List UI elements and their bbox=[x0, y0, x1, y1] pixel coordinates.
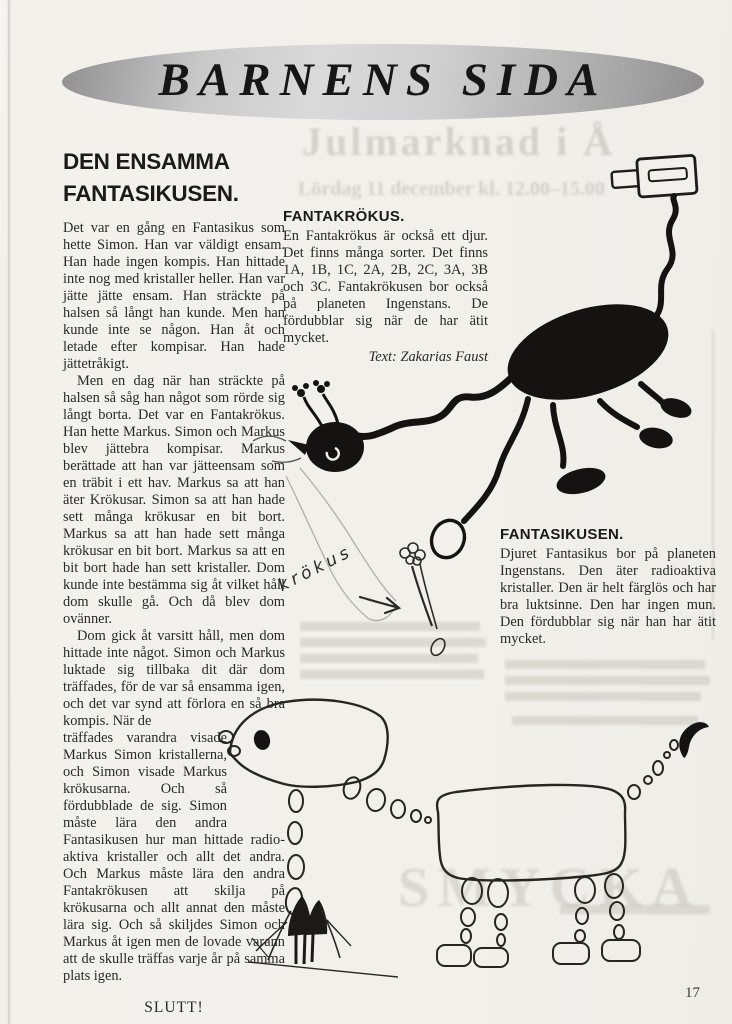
fantakrokus-paragraph: En Fantakrökus är också ett djur. Det finns många sorter. Det finns 1A, 1B, 1C, 2A, 2B, 2C, 3A, 3B och 3C. Fantakrökusen bor också på planeten Ingenstans. De fördubblar sig när de har ätit mycket. bbox=[283, 228, 488, 346]
ghost-word: SMYCKA bbox=[398, 857, 701, 919]
fantasikus-outline-drawing bbox=[219, 700, 709, 977]
flag-icon bbox=[611, 155, 697, 199]
story-paragraph: Men en dag när han sträckte på halsen så såg han något som rörde sig långt borta. Det var en Fantakrökus. Han hette Markus. Simon och Markus blev jättebra kompisar. Markus berättade att han var jätteensam som en träbit i ett hav. Markus sa att han äter Krökusar. Simon sa att han hade sett många krökusar en bit bort. Markus sa att han hade sett många krökusar en bit bort. Markus sa att en bit bort hade han sett kristaller. Dom kunde inte bestämma sig åt vilket håll dom skulle gå. Och då blev dom ovänner. bbox=[63, 373, 285, 627]
drawing-wrap-spacer bbox=[227, 730, 285, 832]
fantasikusen-heading: FANTASIKUSEN. bbox=[500, 526, 624, 543]
ghost-text-bar bbox=[505, 676, 710, 685]
ghost-text-bar bbox=[300, 622, 480, 631]
story-paragraph: Dom gick åt varsitt håll, men dom hittade inte något. Simon och Markus luktade sig tillbaka dit där dom träffades, för de var så ensamma igen, och det var synd att förlora en så bra kompis. När de bbox=[63, 628, 285, 729]
antenna-tuft-icon bbox=[292, 380, 330, 397]
page-title: BARNENS SIDA bbox=[158, 54, 608, 106]
fantasikusen-paragraph: Djuret Fantasikus bor på planeten Ingenstans. Den äter radioaktiva kristaller. Den är helt färglös och har bra luktsinne. Den har ingen mun. Den fördubblar sig när han har ätit mycket. bbox=[500, 546, 716, 647]
masthead-banner bbox=[62, 44, 704, 120]
byline: Text: Zakarias Faust bbox=[368, 349, 488, 365]
moon-crescent-icon bbox=[679, 722, 709, 758]
story-paragraph: träffades varandra visade Markus Simon kristallerna, och Simon visade Markus krökusarna. Och så fördubblade de sig. Simon måste lära den andra Fantasikusen hur man hittade radio-aktiva kristaller och allt det andra. Och Markus måste lära den andra Fantakrökusen att skilja på krökusarna och allt annat den måste lära sig. Och så skiljdes Simon och Markus åt igen men de lovade varann att de skulle träffas varje år på samma plats igen. bbox=[63, 730, 285, 984]
ghost-text-bar bbox=[505, 692, 701, 701]
ghost-headline: Julmarknad i Å bbox=[302, 119, 616, 164]
story-end-mark: SLUTT! bbox=[144, 999, 204, 1016]
story-title: DEN ENSAMMA FANTASIKUSEN. bbox=[63, 149, 239, 206]
arrow-icon bbox=[360, 597, 399, 613]
fantakrokus-heading: FANTAKRÖKUS. bbox=[283, 208, 405, 225]
ghost-text-bar bbox=[512, 716, 698, 725]
story-column bbox=[63, 146, 285, 1017]
ghost-text-bar bbox=[300, 638, 486, 647]
fantakrokus-column bbox=[283, 208, 488, 366]
ghost-subline: Lördag 11 december kl. 12.00–15.00 bbox=[298, 178, 605, 200]
page-number: 17 bbox=[685, 985, 700, 1001]
krokus-handwriting-label: krökus bbox=[274, 541, 356, 596]
ghost-text-bar bbox=[560, 905, 710, 914]
ghost-text-bar bbox=[505, 660, 705, 669]
fantasikusen-column bbox=[500, 526, 716, 648]
ghost-text-bar bbox=[300, 654, 478, 663]
page-fold-line bbox=[8, 0, 10, 1024]
story-paragraph: Det var en gång en Fantasikus som hette Simon. Han var väldigt ensam. Han hade ingen kompis. Han hittade inte nog med kristaller heller. Han var jätte jätte ensam. Han sträckte på halsen så långt han kunde. Men han kunde inte se någon. Han åt och letade efter kompisar. Han hade jättetråkigt. bbox=[63, 220, 285, 372]
ghost-text-bar bbox=[300, 670, 484, 679]
